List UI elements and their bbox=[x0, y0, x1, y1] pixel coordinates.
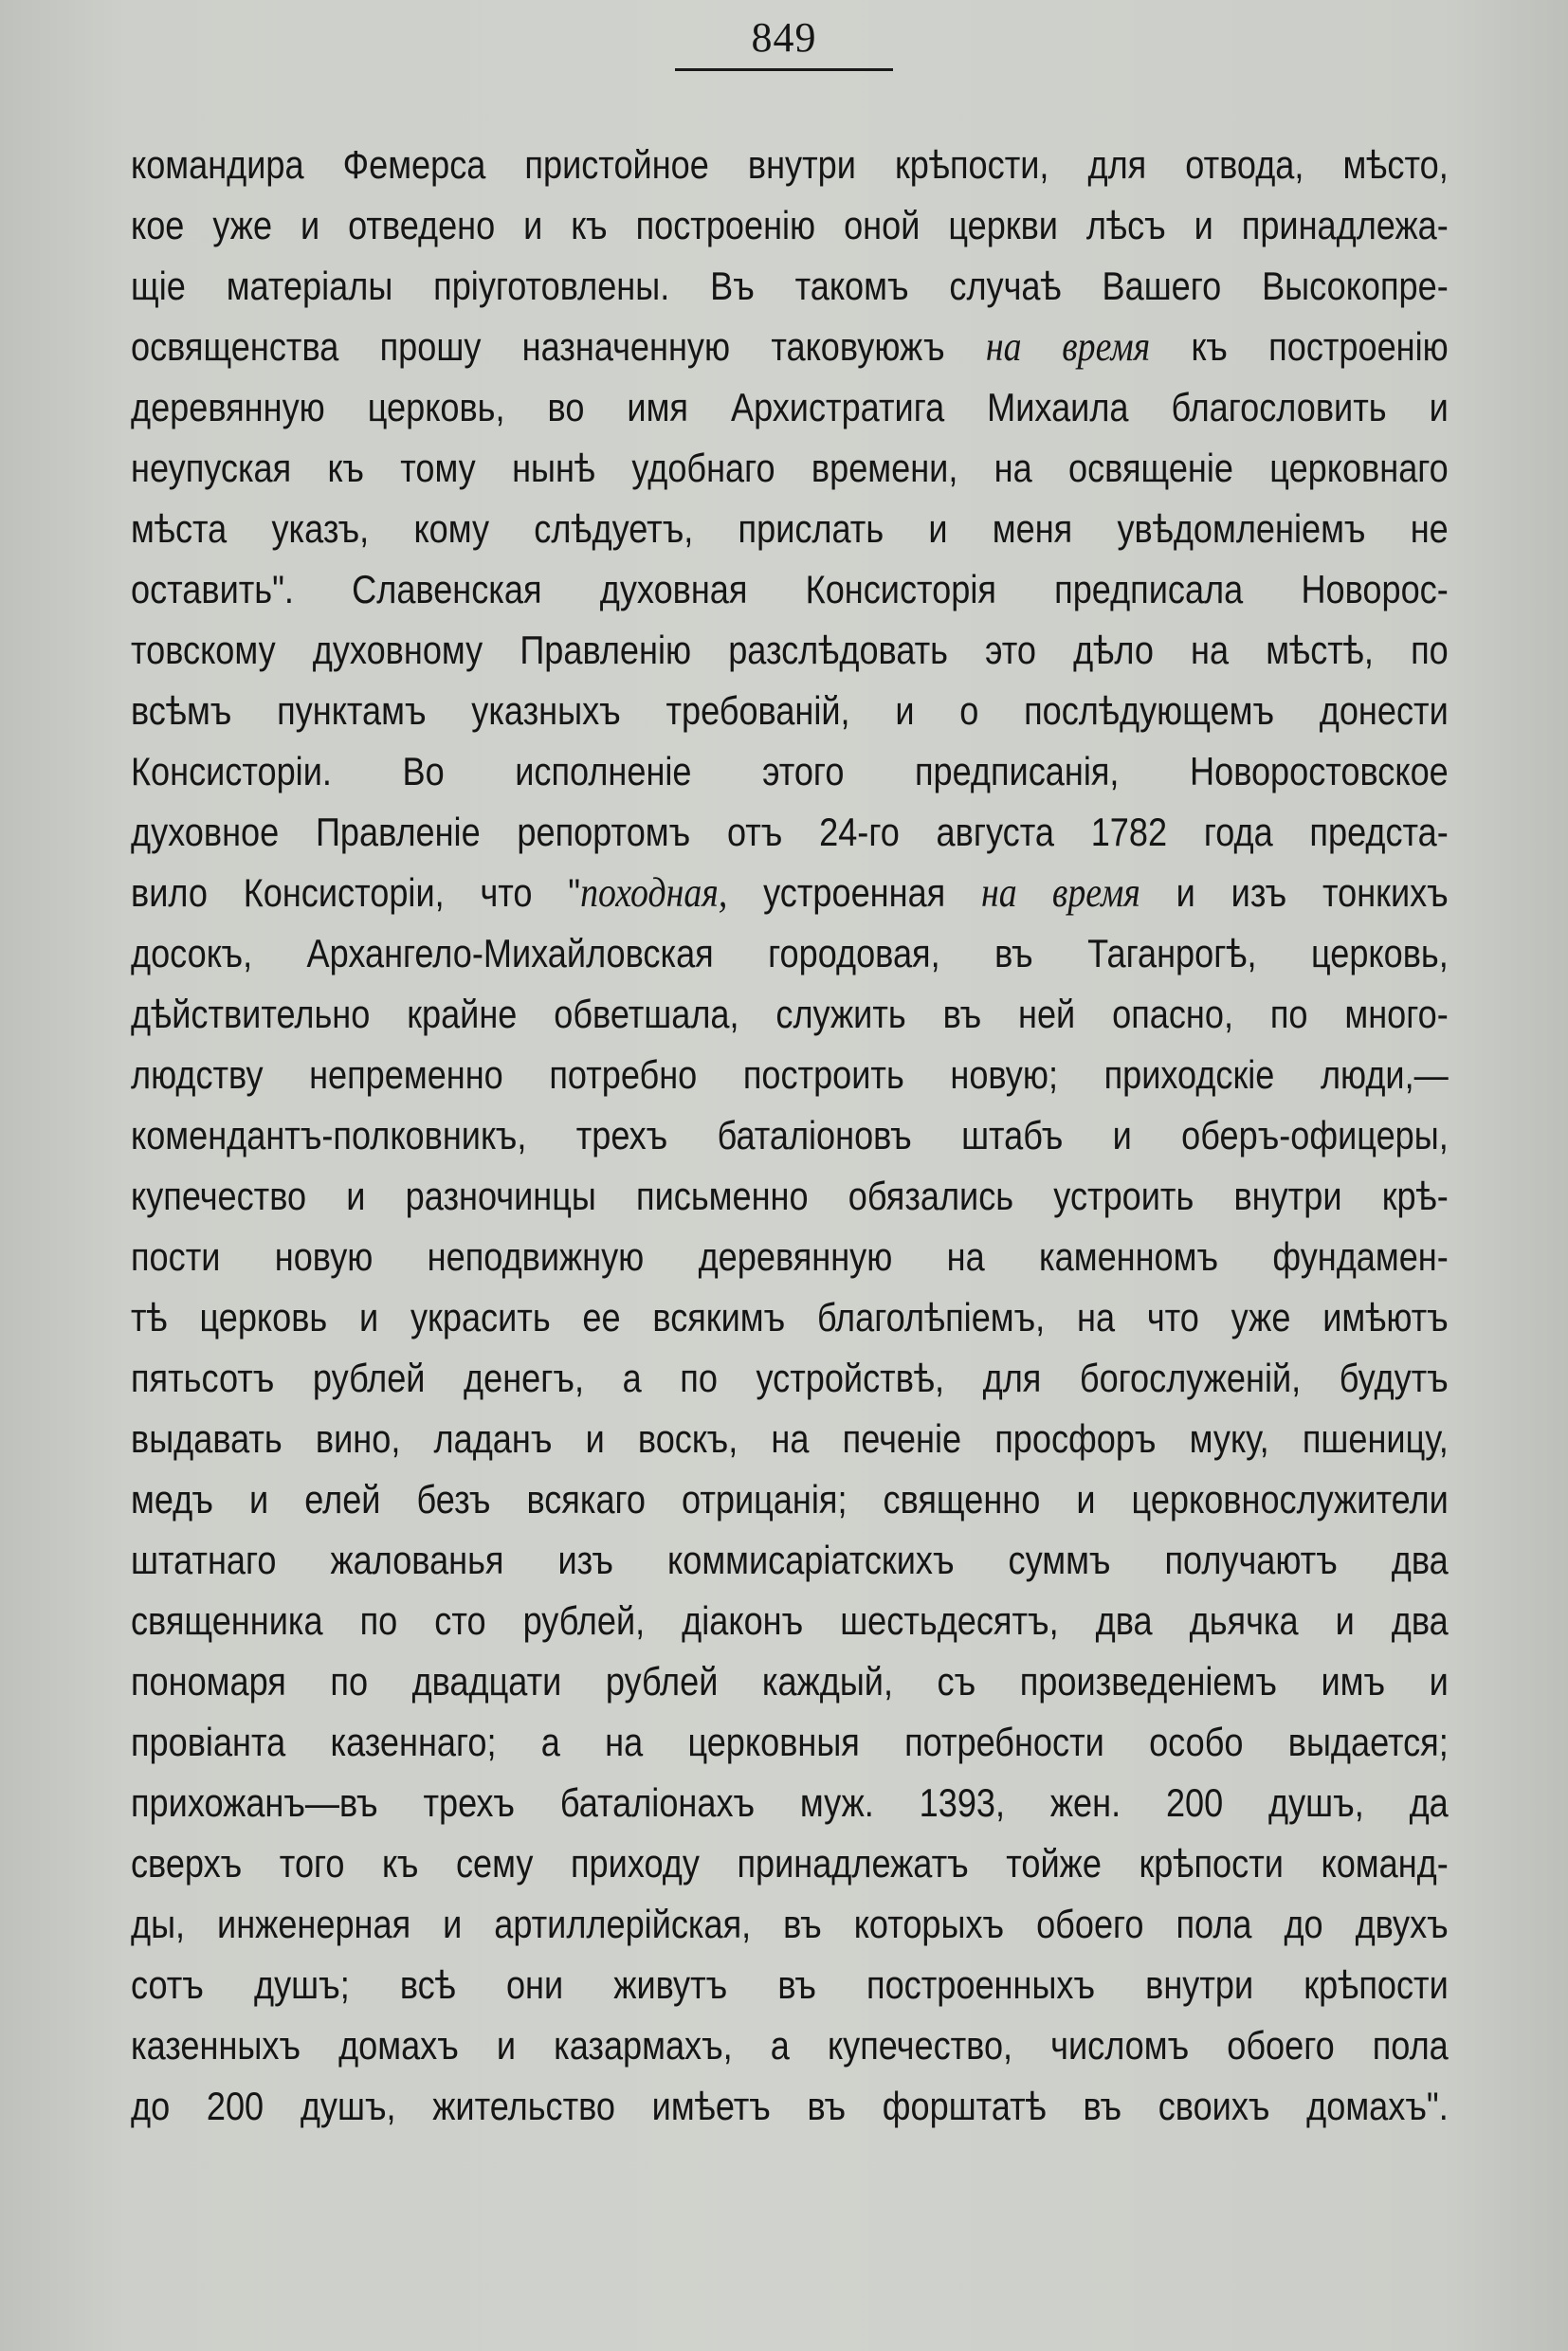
text-line bbox=[131, 317, 1449, 377]
text-segment: пономаря по двадцати рублей каждый, съ произведеніемъ имъ и bbox=[131, 1659, 1449, 1704]
text-segment: духовное Правленіе репортомъ отъ 24-го августа 1782 года предста- bbox=[131, 810, 1449, 854]
text-line bbox=[131, 1651, 1449, 1712]
text-line bbox=[131, 1894, 1449, 1955]
text-line bbox=[131, 135, 1449, 195]
italic-emphasis: походная, bbox=[580, 869, 728, 916]
text-line bbox=[131, 1348, 1449, 1409]
text-segment: освященства прошу назначенную таковуюжъ bbox=[131, 324, 986, 369]
header-rule bbox=[675, 68, 893, 71]
text-segment: къ построенію bbox=[1150, 324, 1449, 369]
text-segment: комендантъ-полковникъ, трехъ баталіоновъ штабъ и оберъ-офицеры, bbox=[131, 1113, 1449, 1157]
text-line bbox=[131, 1833, 1449, 1894]
italic-emphasis: на время bbox=[981, 869, 1140, 916]
text-segment: оставить". Славенская духовная Консисторія предписала Новорос- bbox=[131, 567, 1449, 611]
text-segment: сверхъ того къ сему приходу принадлежатъ тойже крѣпости команд- bbox=[131, 1841, 1449, 1886]
text-line bbox=[131, 1469, 1449, 1530]
text-line bbox=[131, 1409, 1449, 1469]
text-line bbox=[131, 195, 1449, 256]
text-line bbox=[131, 499, 1449, 559]
text-segment: прихожанъ—въ трехъ баталіонахъ муж. 1393, жен. 200 душъ, да bbox=[131, 1780, 1449, 1825]
text-line bbox=[131, 559, 1449, 620]
text-line bbox=[131, 1955, 1449, 2015]
text-segment: людству непременно потребно построить новую; приходскіе люди,— bbox=[131, 1052, 1449, 1097]
text-line bbox=[131, 863, 1449, 923]
text-line bbox=[131, 1591, 1449, 1651]
text-segment: до 200 душъ, жительство имѣетъ въ форштатѣ въ своихъ домахъ". bbox=[131, 2084, 1449, 2128]
text-line bbox=[131, 1227, 1449, 1287]
text-segment: щіе матеріалы пріуготовлены. Въ такомъ случаѣ Вашего Высокопре- bbox=[131, 264, 1449, 308]
text-line bbox=[131, 620, 1449, 681]
text-line bbox=[131, 1045, 1449, 1105]
text-line bbox=[131, 377, 1449, 438]
text-segment: командира Фемерса пристойное внутри крѣпости, для отвода, мѣсто, bbox=[131, 142, 1449, 187]
text-segment: неупуская къ тому нынѣ удобнаго времени, на освященіе церковнаго bbox=[131, 446, 1449, 490]
text-line bbox=[131, 1712, 1449, 1773]
text-segment: тѣ церковь и украсить ее всякимъ благолѣпіемъ, на что уже имѣютъ bbox=[131, 1295, 1449, 1340]
text-line bbox=[131, 802, 1449, 863]
text-segment: ды, инженерная и артиллерійская, въ которыхъ обоего пола до двухъ bbox=[131, 1902, 1449, 1946]
text-segment: мѣста указъ, кому слѣдуетъ, прислать и меня увѣдомленіемъ не bbox=[131, 506, 1449, 551]
text-line bbox=[131, 923, 1449, 984]
text-segment: дѣйствительно крайне обветшала, служить въ ней опасно, по много- bbox=[131, 992, 1449, 1036]
text-segment: досокъ, Архангело-Михайловская городовая, въ Таганрогѣ, церковь, bbox=[131, 931, 1449, 975]
text-line bbox=[131, 2076, 1449, 2137]
page-number: 849 bbox=[751, 14, 817, 61]
text-segment: медъ и елей безъ всякаго отрицанія; священно и церковнослужители bbox=[131, 1477, 1449, 1522]
text-segment: кое уже и отведено и къ построенію оной церкви лѣсъ и принадлежа- bbox=[131, 203, 1449, 247]
text-segment: Консисторіи. Во исполненіе этого предписанія, Новоростовское bbox=[131, 749, 1449, 793]
text-segment: священника по сто рублей, діаконъ шестьдесятъ, два дьячка и два bbox=[131, 1598, 1449, 1643]
text-line bbox=[131, 438, 1449, 499]
text-line bbox=[131, 256, 1449, 317]
text-segment: купечество и разночинцы письменно обязались устроить внутри крѣ- bbox=[131, 1174, 1449, 1218]
text-line bbox=[131, 1530, 1449, 1591]
text-line bbox=[131, 1287, 1449, 1348]
body-text bbox=[131, 135, 1449, 2137]
text-line bbox=[131, 681, 1449, 741]
text-line bbox=[131, 741, 1449, 802]
italic-emphasis: на время bbox=[985, 323, 1151, 370]
text-segment: штатнаго жалованья изъ коммисаріатскихъ суммъ получаютъ два bbox=[131, 1538, 1449, 1582]
text-segment: всѣмъ пунктамъ указныхъ требованій, и о послѣдующемъ донести bbox=[131, 688, 1449, 733]
text-segment: пятьсотъ рублей денегъ, а по устройствѣ, для богослуженій, будутъ bbox=[131, 1356, 1449, 1400]
text-segment: провіанта казеннаго; а на церковныя потребности особо выдается; bbox=[131, 1720, 1449, 1764]
text-segment: сотъ душъ; всѣ они живутъ въ построенныхъ внутри крѣпости bbox=[131, 1962, 1449, 2007]
text-line bbox=[131, 2015, 1449, 2076]
text-segment: пости новую неподвижную деревянную на каменномъ фундамен- bbox=[131, 1234, 1449, 1279]
text-segment: выдавать вино, ладанъ и воскъ, на печеніе просфоръ муку, пшеницу, bbox=[131, 1416, 1449, 1461]
text-line bbox=[131, 1773, 1449, 1833]
text-line bbox=[131, 984, 1449, 1045]
text-line bbox=[131, 1105, 1449, 1166]
text-segment: и изъ тонкихъ bbox=[1140, 870, 1449, 915]
text-segment: деревянную церковь, во имя Архистратига Михаила благословить и bbox=[131, 385, 1449, 429]
text-line bbox=[131, 1166, 1449, 1227]
text-segment: казенныхъ домахъ и казармахъ, а купечество, числомъ обоего пола bbox=[131, 2023, 1449, 2068]
text-segment: вило Консисторіи, что " bbox=[131, 870, 581, 915]
text-segment: товскому духовному Правленію разслѣдовать это дѣло на мѣстѣ, по bbox=[131, 628, 1449, 672]
text-segment: устроенная bbox=[727, 870, 982, 915]
